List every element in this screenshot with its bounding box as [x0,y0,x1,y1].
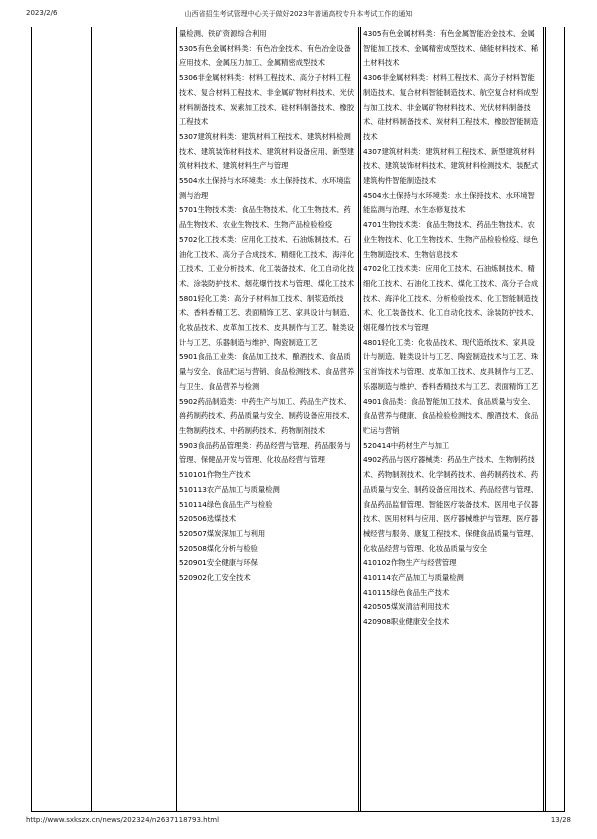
table-cell: 5901食品工业类：食品加工技术、酿酒技术、食品质量与安全、食品贮运与营销、食品检测技术、食品营养与卫生、食品营养与检测 [179,352,355,391]
table-cell: 4305有色金属材料类：有色金属智能冶金技术、金属智能加工技术、金属精密成型技术、储能材料技术、稀土材料技术 [363,29,539,68]
page-number: 13/28 [550,816,571,824]
table-cell: 5306非金属材料类：材料工程技术、高分子材料工程技术、复合材料工程技术、非金属矿物材料技术、光伏材料制备技术、炭素加工技术、硅材料制备技术、橡胶工程技术 [179,73,355,127]
page-url: http://www.sxkszx.cn/news/202324/n2637118793.html [26,816,220,824]
table-cell: 420505煤炭清洁利用技术 [363,602,450,612]
table-border-right [564,27,565,811]
table-cell: 520507煤炭深加工与利用 [179,528,266,538]
table-cell: 4801轻化工类：化妆品技术、现代造纸技术、家具设计与制造、鞋类设计与工艺、陶瓷制造技术与工艺、珠宝首饰技术与管理、皮革加工技术、皮具制作与工艺、乐器制造与维护、香料香精技术与工艺、表面精饰工艺 [363,337,539,391]
table-cell: 420908职业健康安全技术 [363,617,450,627]
table-cell: 520414中药材生产与加工 [363,440,450,450]
table-cell: 5305有色金属材料类：有色冶金技术、有色冶金设备应用技术、金属压力加工、金属精密成型技术 [179,43,351,68]
major-mapping-table [31,27,565,812]
table-cell: 4901食品类：食品智能加工技术、食品质量与安全、食品营养与健康、食品检验检测技术、酿酒技术、食品贮运与营销 [363,396,539,435]
table-cell: 410115绿色食品生产技术 [363,587,450,597]
table-cell: 4306非金属材料类：材料工程技术、高分子材料智能制造技术、复合材料智能制造技术、航空复合材料成型与加工技术、非金属矿物材料技术、光伏材料制备技术、硅材料制备技术、炭材料工程技术、橡胶智能制造技术 [363,73,539,141]
page-title: 山西省招生考试管理中心关于做好2023年普通高校专升本考试工作的通知 [184,10,413,18]
print-date: 2023/2/6 [26,9,58,17]
table-cell: 510113农产品加工与质量检测 [179,484,280,494]
table-cell: 410114农产品加工与质量检测 [363,573,464,583]
table-cell: 量检测、铁矿资源综合利用 [179,29,267,38]
table-cell: 5701生物技术类：食品生物技术、化工生物技术、药品生物技术、农业生物技术、生物产品检验检疫 [179,205,351,230]
column-divider [176,27,177,811]
table-cell: 4701生物技术类：食品生物技术、药品生物技术、农业生物技术、化工生物技术、生物产品检验检疫、绿色生物制造技术、生物信息技术 [363,220,539,259]
column-divider [543,27,544,811]
table-cell: 5903食品药品管理类：药品经营与管理、药品服务与管理、保健品开发与管理、化妆品经营与管理 [179,440,351,465]
table-cell: 4307建筑材料类：建筑材料工程技术、新型建筑材料技术、建筑装饰材料技术、建筑材料检测技术、装配式建筑构件智能制造技术 [363,146,539,186]
new-majors-column [363,27,542,630]
table-cell: 5801轻化工类：高分子材料加工技术、制浆造纸技术、香料香精工艺、表面精饰工艺、家具设计与制造、化妆品技术、皮革加工技术、皮具制作与工艺、鞋类设计与工艺、乐器制造与维护、陶瓷制造工艺 [179,293,355,347]
table-cell: 520902化工安全技术 [179,573,251,583]
table-cell: 520901安全健康与环保 [179,558,258,568]
column-divider [358,27,359,811]
column-divider [91,27,92,811]
table-cell: 510114绿色食品生产与检验 [179,499,273,509]
table-cell: 4702化工技术类：应用化工技术、石油炼制技术、精细化工技术、石油化工技术、煤化工技术、高分子合成技术、海洋化工技术、分析检验技术、化工智能制造技术、化工装备技术、化工自动化技术、涂装防护技术、烟花爆竹技术与管理 [363,264,539,333]
table-cell: 5504水土保持与水环境类：水土保持技术、水环境监测与治理 [179,176,351,200]
table-cell: 520508煤化分析与检验 [179,543,258,553]
table-cell: 4504水土保持与水环境类：水土保持技术、水环境智能监测与治理、水生态修复技术 [363,190,535,215]
table-cell: 410102作物生产与经营管理 [363,558,457,568]
table-cell: 4902药品与医疗器械类：药品生产技术、生物制药技术、药物制剂技术、化学制药技术、兽药制药技术、药品质量与安全、制药设备应用技术、药品经营与管理、食品药品监督管理、智能医疗装备技术、医用电子仪器技术、医用材料与应用、医疗器械维护与管理、医疗器械经营与服务、康复工程技术、保健食品质量与管理、化妆品经营与管理、化妆品质量与安全 [363,455,539,553]
old-majors-column [179,27,357,586]
column-divider [545,27,546,811]
column-divider [360,27,361,811]
table-cell: 5902药品制造类：中药生产与加工、药品生产技术、兽药制药技术、药品质量与安全、制药设备应用技术、生物制药技术、中药制药技术、药物制剂技术 [179,396,355,435]
table-cell: 510101作物生产技术 [179,470,251,480]
table-cell: 5307建筑材料类：建筑材料工程技术、建筑材料检测技术、建筑装饰材料技术、建筑材料设备应用、新型建筑材料技术、建筑材料生产与管理 [179,131,355,171]
table-cell: 520506选煤技术 [179,514,237,524]
table-cell: 5702化工技术类：应用化工技术、石油炼制技术、石油化工技术、高分子合成技术、精细化工技术、海洋化工技术、工业分析技术、化工装备技术、化工自动化技术、涂装防护技术、烟花爆竹技术与管理、煤化工技术 [179,234,355,288]
table-border-left [31,27,32,811]
